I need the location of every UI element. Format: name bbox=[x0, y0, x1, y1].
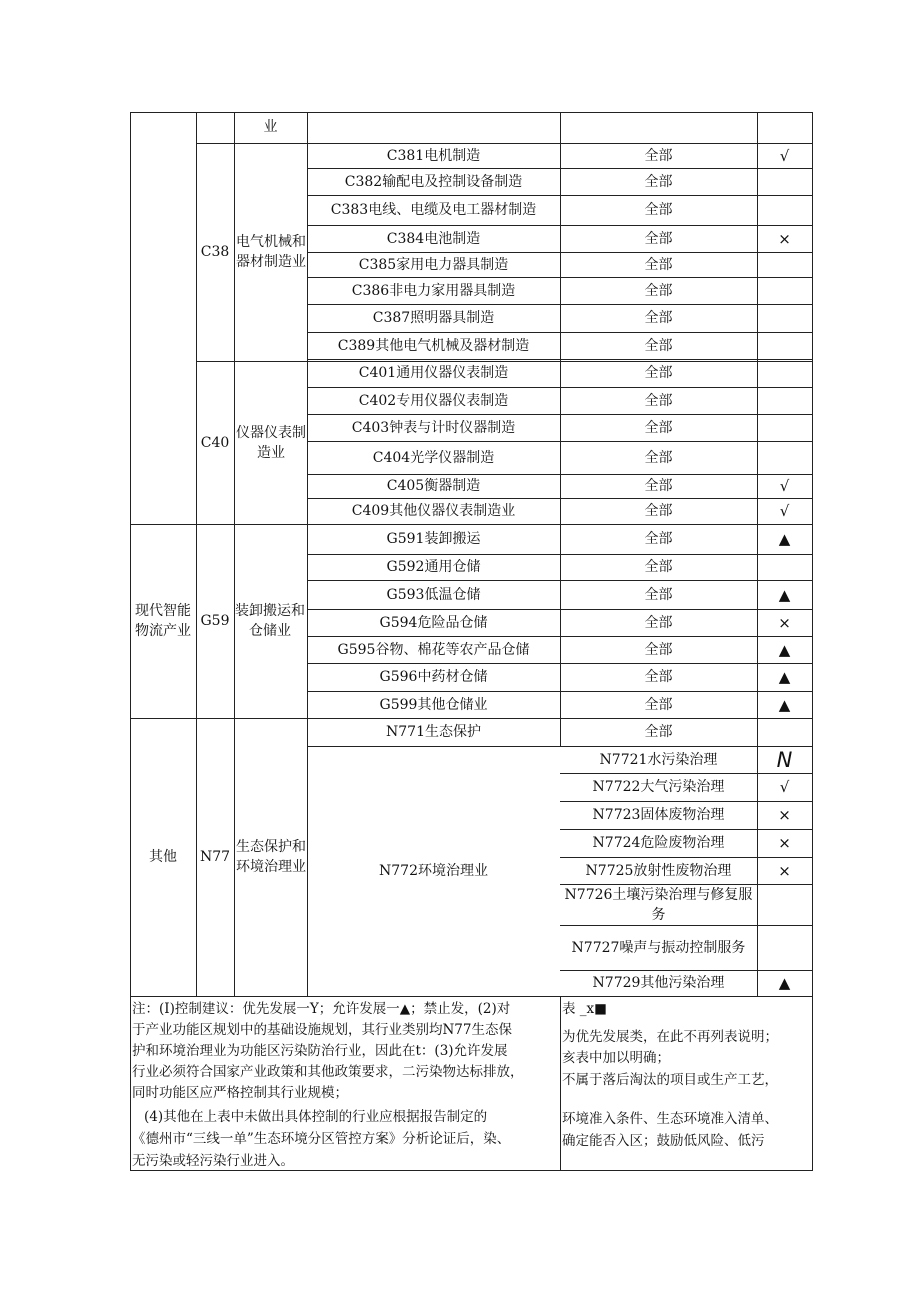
note-line: 注：(I)控制建议：优先发展一Y；允许发展一▲；禁止发，(2)对 bbox=[132, 1001, 511, 1017]
control-scope: 全部 bbox=[644, 202, 673, 218]
control-mark bbox=[757, 554, 812, 580]
control-mark bbox=[757, 718, 812, 746]
group-label-g59: 装卸搬运和仓储业 bbox=[235, 603, 305, 639]
industry-name: C384电池制造 bbox=[386, 230, 481, 247]
control-mark bbox=[757, 359, 812, 387]
industry-name: G591装卸搬运 bbox=[386, 531, 481, 547]
control-scope: 全部 bbox=[644, 641, 673, 658]
control-scope: 全部 bbox=[644, 173, 673, 190]
note-line: 环境准入条件、生态环境准入清单、 bbox=[562, 1111, 778, 1127]
control-mark bbox=[757, 277, 812, 304]
industry-name: C403钟表与计时仪器制造 bbox=[351, 419, 516, 436]
industry-name: N771生态保护 bbox=[386, 724, 481, 740]
control-mark bbox=[757, 332, 812, 359]
group-label-n77: 生态保护和环境治理业 bbox=[236, 839, 306, 875]
control-scope: 全部 bbox=[644, 531, 673, 547]
group-code-n77: N77 bbox=[199, 849, 231, 865]
control-scope: 全部 bbox=[644, 282, 673, 299]
grid-line bbox=[560, 996, 561, 1171]
control-scope: 全部 bbox=[644, 419, 673, 436]
industry-name: N7723固体废物治理 bbox=[592, 807, 725, 823]
control-mark: × bbox=[778, 861, 791, 880]
note-line: 护和环境治理业为功能区污染防治行业，因此在t：(3)允许发展 bbox=[132, 1043, 508, 1059]
control-scope: 全部 bbox=[644, 669, 673, 685]
control-scope: 全部 bbox=[644, 310, 673, 326]
industry-name: G593低温仓储 bbox=[386, 586, 481, 603]
industry-name: G596中药材仓储 bbox=[379, 669, 488, 685]
note-line: 不属于落后淘汰的项目或生产工艺， bbox=[562, 1072, 778, 1088]
control-mark: × bbox=[778, 613, 791, 632]
control-scope: 全部 bbox=[644, 337, 673, 354]
control-scope: 全部 bbox=[644, 230, 673, 247]
industry-name: C405衡器制造 bbox=[386, 478, 481, 494]
control-scope: 全部 bbox=[644, 392, 673, 409]
industry-name: C401通用仪器仪表制造 bbox=[358, 365, 509, 381]
grid-line bbox=[130, 996, 813, 997]
category-other: 其他 bbox=[149, 849, 177, 865]
control-mark bbox=[757, 884, 812, 925]
industry-name: C381电机制造 bbox=[386, 147, 481, 164]
group-label-c38: 电气机械和器材制造业 bbox=[236, 234, 306, 270]
industry-name: N7721水污染治理 bbox=[599, 751, 718, 768]
control-scope: 全部 bbox=[644, 559, 673, 575]
note-line: 表 _x■ bbox=[562, 1001, 607, 1017]
control-scope: 全部 bbox=[644, 586, 673, 603]
control-mark: √ bbox=[779, 778, 790, 796]
industry-name: G599其他仓储业 bbox=[379, 696, 488, 713]
group-code-c38: C38 bbox=[200, 244, 230, 260]
control-scope: 全部 bbox=[644, 147, 673, 164]
industry-name: C383电线、电缆及电工器材制造 bbox=[330, 202, 537, 218]
control-mark: ▲ bbox=[778, 585, 791, 604]
industry-name: C382输配电及控制设备制造 bbox=[344, 173, 523, 190]
control-scope: 全部 bbox=[644, 614, 673, 631]
note-line: 行业必须符合国家产业政策和其他政策要求，二污染物达标排放， bbox=[132, 1064, 524, 1080]
control-mark bbox=[757, 441, 812, 474]
note-line: 无污染或轻污染行业进入。 bbox=[132, 1153, 294, 1169]
control-scope bbox=[560, 112, 757, 143]
group-code-g59: G59 bbox=[200, 613, 230, 629]
industry-name: C385家用电力器具制造 bbox=[358, 256, 509, 273]
control-scope: 全部 bbox=[644, 365, 673, 381]
industry-name: C389其他电气机械及器材制造 bbox=[337, 337, 530, 354]
control-mark: × bbox=[778, 834, 791, 852]
control-mark: N bbox=[776, 747, 793, 772]
control-mark: ▲ bbox=[778, 640, 791, 659]
control-mark bbox=[757, 925, 812, 970]
note-line: 为优先发展类，在此不再列表说明； bbox=[562, 1029, 778, 1045]
industry-name: C402专用仪器仪表制造 bbox=[358, 392, 509, 409]
control-scope: 全部 bbox=[644, 256, 673, 273]
note-line: 亥表中加以明确； bbox=[562, 1050, 670, 1066]
group-label-c40: 仪器仪表制造业 bbox=[236, 424, 306, 461]
industry-name: N7727噪声与振动控制服务 bbox=[571, 939, 746, 956]
industry-name: C409其他仪器仪表制造业 bbox=[351, 503, 516, 519]
control-mark bbox=[757, 252, 812, 277]
control-mark: × bbox=[778, 806, 791, 824]
industry-name: N7722大气污染治理 bbox=[592, 779, 725, 795]
control-scope: 全部 bbox=[644, 724, 673, 740]
control-mark bbox=[757, 112, 812, 143]
industry-name bbox=[307, 112, 560, 143]
industry-name: N7726土壤污染治理与修复服务 bbox=[564, 886, 753, 923]
industry-name: N7725放射性废物治理 bbox=[585, 862, 732, 879]
industry-name: C386非电力家用器具制造 bbox=[351, 282, 516, 299]
industry-name: G594危险品仓储 bbox=[379, 614, 488, 631]
group-code-c40: C40 bbox=[200, 434, 230, 451]
note-line: 确定能否入区；鼓励低风险、低污 bbox=[562, 1133, 765, 1149]
control-scope: 全部 bbox=[644, 696, 673, 713]
control-mark bbox=[757, 387, 812, 414]
control-mark bbox=[757, 195, 812, 225]
control-mark: ▲ bbox=[778, 668, 791, 686]
control-mark: ▲ bbox=[778, 530, 791, 548]
industry-name: N7724危险废物治理 bbox=[592, 835, 725, 851]
control-scope: 全部 bbox=[644, 478, 673, 494]
control-mark: ▲ bbox=[778, 695, 791, 714]
industry-name: C404光学仪器制造 bbox=[372, 449, 495, 466]
control-scope: 全部 bbox=[644, 449, 673, 466]
continued-label: 业 bbox=[263, 119, 278, 135]
note-line: 《德州市“三线一单”生态环境分区管控方案》分析论证后，染、 bbox=[132, 1131, 511, 1147]
control-mark bbox=[757, 414, 812, 441]
control-mark bbox=[757, 304, 812, 332]
industry-name: N7729其他污染治理 bbox=[592, 975, 725, 991]
note-line: 同时功能区应严格控制其行业规模； bbox=[132, 1085, 348, 1101]
n772-label: N772环境治理业 bbox=[379, 863, 488, 879]
control-mark: × bbox=[778, 229, 791, 248]
control-mark: √ bbox=[779, 502, 790, 520]
control-mark bbox=[757, 168, 812, 195]
grid-line bbox=[812, 112, 813, 1171]
note-line: (4)其他在上表中未做出具体控制的行业应根据报告制定的 bbox=[144, 1109, 488, 1125]
industry-name: C387照明器具制造 bbox=[372, 310, 495, 326]
control-mark: ▲ bbox=[778, 974, 791, 992]
control-mark: √ bbox=[779, 477, 790, 495]
industry-name: G592通用仓储 bbox=[386, 559, 481, 575]
industry-name: G595谷物、棉花等农产品仓储 bbox=[337, 641, 530, 658]
category-logistics: 现代智能物流产业 bbox=[135, 603, 191, 639]
control-scope: 全部 bbox=[644, 503, 673, 519]
note-line: 于产业功能区规划中的基础设施规划，其行业类别均N77生态保 bbox=[132, 1022, 512, 1038]
control-mark: √ bbox=[779, 146, 790, 165]
